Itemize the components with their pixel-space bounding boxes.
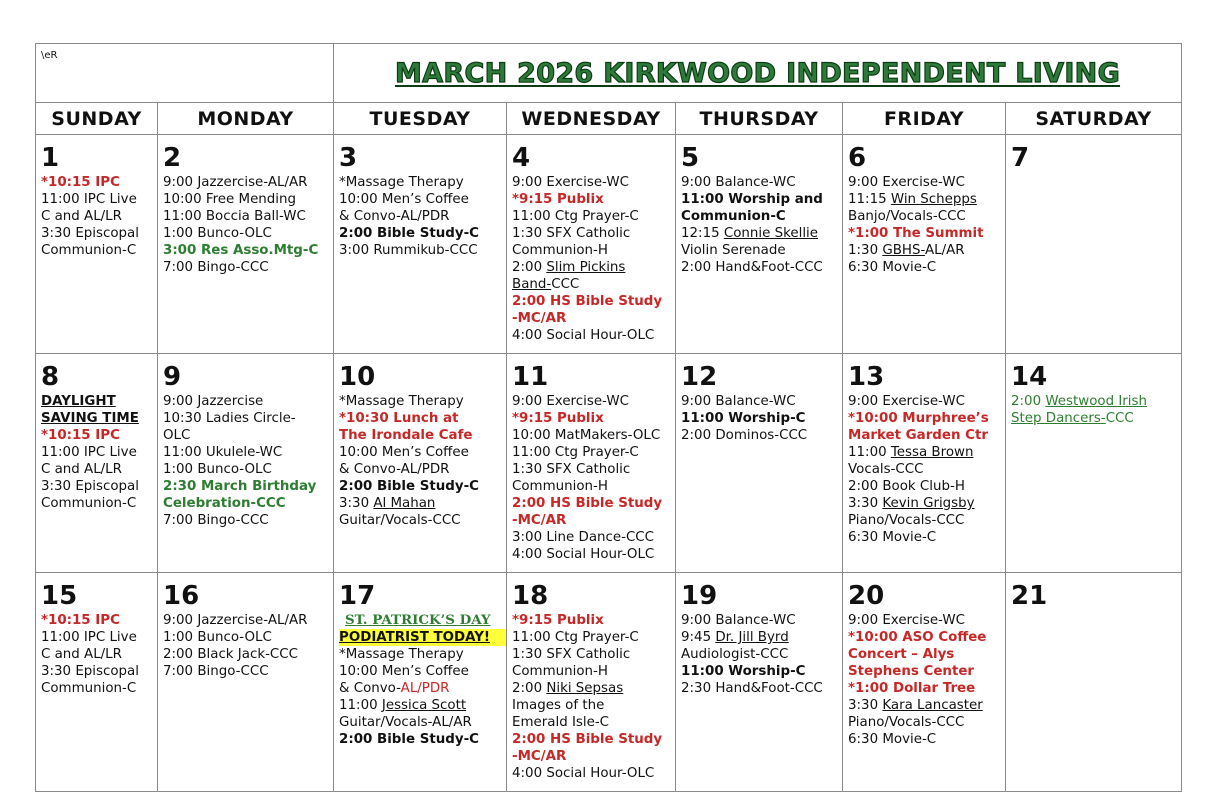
event-line: & Convo-AL/PDR xyxy=(339,209,450,224)
event-line: Piano/Vocals-CCC xyxy=(848,513,965,528)
event-line: Audiologist-CCC xyxy=(681,647,789,662)
event-line: 11:00 Ctg Prayer-C xyxy=(512,209,639,224)
event-line: 4:00 Social Hour-OLC xyxy=(512,547,655,562)
event-performer: Al Mahan xyxy=(373,496,436,511)
event-line: 4:00 Social Hour-OLC xyxy=(512,766,655,781)
day-cell-5 xyxy=(676,135,843,354)
event-time: 11:00 xyxy=(339,698,382,713)
calendar-title: MARCH 2026 KIRKWOOD INDEPENDENT LIVING xyxy=(395,57,1121,89)
event-line: 11:00 Ctg Prayer-C xyxy=(512,630,639,645)
event-line: Concert – Alys xyxy=(848,647,955,662)
event-line: 3:00 Line Dance-CCC xyxy=(512,530,654,545)
event-line xyxy=(848,191,1005,208)
day-number: 5 xyxy=(681,143,700,173)
event-line: 11:00 Boccia Ball-WC xyxy=(163,209,306,224)
event-line: Images of the xyxy=(512,698,605,713)
event-time: 2:00 xyxy=(1011,394,1046,409)
event-time: 3:30 xyxy=(848,496,883,511)
event-line: 3:30 Episcopal xyxy=(41,479,139,494)
event-line: The Irondale Cafe xyxy=(339,428,473,443)
day-number: 17 xyxy=(339,581,376,611)
event-line: *10:15 IPC xyxy=(41,613,120,628)
event-performer: Westwood Irish xyxy=(1045,394,1147,409)
event-line: 3:00 Rummikub-CCC xyxy=(339,243,478,258)
event-line: 7:00 Bingo-CCC xyxy=(163,664,269,679)
day-cell-15 xyxy=(36,573,158,792)
event-line xyxy=(848,697,1005,714)
event-line xyxy=(512,680,675,697)
event-line: 2:00 HS Bible Study xyxy=(512,732,663,747)
event-line: *1:00 Dollar Tree xyxy=(848,681,976,696)
event-line xyxy=(1011,393,1181,410)
day-cell-8 xyxy=(36,354,158,573)
event-line: 2:00 Bible Study-C xyxy=(339,732,479,747)
event-line: 11:00 Ctg Prayer-C xyxy=(512,445,639,460)
day-number: 13 xyxy=(848,362,885,392)
event-line: -MC/AR xyxy=(512,513,567,528)
day-cell-1 xyxy=(36,135,158,354)
event-line: 9:00 Exercise-WC xyxy=(512,394,629,409)
event-line: 2:30 Hand&Foot-CCC xyxy=(681,681,823,696)
event-line xyxy=(339,495,506,512)
day-cell-9 xyxy=(158,354,334,573)
event-line xyxy=(848,242,1005,259)
event-line: 11:00 IPC Live xyxy=(41,192,137,207)
day-number: 21 xyxy=(1011,581,1048,611)
event-line: C and AL/LR xyxy=(41,209,122,224)
event-line: *9:15 Publix xyxy=(512,192,604,207)
event-line: 11:00 Worship and xyxy=(681,192,823,207)
weekday-header-row xyxy=(36,103,1182,135)
event-line: 2:30 March Birthday xyxy=(163,479,317,494)
corner-note xyxy=(36,44,334,103)
event-line: PODIATRIST TODAY! xyxy=(339,629,506,646)
event-line: Stephens Center xyxy=(848,664,975,679)
event-line: Communion-C xyxy=(41,681,137,696)
event-line: 2:00 Bible Study-C xyxy=(339,479,479,494)
day-cell-20 xyxy=(843,573,1006,792)
event-line: 6:30 Movie-C xyxy=(848,732,937,747)
event-performer: Kara Lancaster xyxy=(882,698,983,713)
weekday-header-sunday: SUNDAY xyxy=(36,103,158,135)
event-line: 11:00 IPC Live xyxy=(41,630,137,645)
event-line: 9:00 Exercise-WC xyxy=(848,613,965,628)
event-line: 11:00 IPC Live xyxy=(41,445,137,460)
event-performer: Tessa Brown xyxy=(890,445,974,460)
weekday-header-monday: MONDAY xyxy=(158,103,334,135)
corner-text: \eR xyxy=(41,50,58,61)
event-location: CCC xyxy=(551,277,580,292)
event-performer: GBHS- xyxy=(882,243,926,258)
day-cell-16 xyxy=(158,573,334,792)
event-line: 10:00 Men’s Coffee xyxy=(339,445,469,460)
event-line: 10:30 Ladies Circle- xyxy=(163,411,296,426)
event-line xyxy=(681,629,842,646)
day-number: 3 xyxy=(339,143,358,173)
event-line: Vocals-CCC xyxy=(848,462,924,477)
event-line: 9:00 Exercise-WC xyxy=(848,175,965,190)
event-time: 2:00 xyxy=(512,260,547,275)
day-number: 19 xyxy=(681,581,718,611)
event-line xyxy=(512,276,675,293)
event-line: 9:00 Jazzercise-AL/AR xyxy=(163,175,308,190)
day-cell-6 xyxy=(843,135,1006,354)
event-line xyxy=(339,680,506,697)
event-line: 9:00 Jazzercise-AL/AR xyxy=(163,613,308,628)
event-performer: Niki Sepsas xyxy=(546,681,624,696)
day-cell-13 xyxy=(843,354,1006,573)
event-line: 2:00 Hand&Foot-CCC xyxy=(681,260,823,275)
event-line: 1:30 SFX Catholic xyxy=(512,647,631,662)
day-number: 4 xyxy=(512,143,531,173)
event-line: *1:00 The Summit xyxy=(848,226,984,241)
weekday-header-friday: FRIDAY xyxy=(843,103,1006,135)
event-line: 3:00 Res Asso.Mtg-C xyxy=(163,243,319,258)
day-cell-19 xyxy=(676,573,843,792)
event-line: 1:00 Bunco-OLC xyxy=(163,630,272,645)
day-number: 15 xyxy=(41,581,78,611)
event-line: OLC xyxy=(163,428,191,443)
event-line: Communion-H xyxy=(512,243,608,258)
event-time: 3:30 xyxy=(848,698,883,713)
event-line: *9:15 Publix xyxy=(512,411,604,426)
day-cell-4 xyxy=(507,135,676,354)
weekday-header-saturday: SATURDAY xyxy=(1006,103,1182,135)
event-line: *10:15 IPC xyxy=(41,175,120,190)
event-line: *10:00 Murphree’s xyxy=(848,411,989,426)
day-cell-17 xyxy=(334,573,507,792)
weekday-header-thursday: THURSDAY xyxy=(676,103,843,135)
weekday-header-tuesday: TUESDAY xyxy=(334,103,507,135)
day-number: 18 xyxy=(512,581,549,611)
day-cell-18 xyxy=(507,573,676,792)
event-line xyxy=(681,225,842,242)
event-line: 9:00 Balance-WC xyxy=(681,613,796,628)
event-line: *Massage Therapy xyxy=(339,394,464,409)
event-performer: Band- xyxy=(512,277,552,292)
event-line: 2:00 HS Bible Study xyxy=(512,496,663,511)
day-cell-11 xyxy=(507,354,676,573)
event-line: -MC/AR xyxy=(512,749,567,764)
event-time: & Convo- xyxy=(339,681,401,696)
event-performer: Connie Skellie xyxy=(723,226,819,241)
calendar-week-row xyxy=(36,354,1182,573)
event-time: 2:00 xyxy=(512,681,547,696)
day-number: 20 xyxy=(848,581,885,611)
day-number: 9 xyxy=(163,362,182,392)
event-line: Guitar/Vocals-AL/AR xyxy=(339,715,472,730)
event-line: 1:00 Bunco-OLC xyxy=(163,226,272,241)
event-line: Celebration-CCC xyxy=(163,496,286,511)
event-line: DAYLIGHT xyxy=(41,394,116,409)
day-number: 14 xyxy=(1011,362,1048,392)
event-line: 2:00 Bible Study-C xyxy=(339,226,479,241)
calendar-week-row xyxy=(36,573,1182,792)
event-line: Communion-C xyxy=(41,243,137,258)
day-number: 8 xyxy=(41,362,60,392)
event-line xyxy=(848,444,1005,461)
event-line: *10:30 Lunch at xyxy=(339,411,459,426)
calendar-week-row xyxy=(36,135,1182,354)
event-line: 1:00 Bunco-OLC xyxy=(163,462,272,477)
event-location: CCC xyxy=(1105,411,1134,426)
event-line: SAVING TIME xyxy=(41,411,139,426)
event-line: Banjo/Vocals-CCC xyxy=(848,209,966,224)
event-performer: Jessica Scott xyxy=(381,698,467,713)
event-line: 9:00 Balance-WC xyxy=(681,394,796,409)
event-line: 2:00 Dominos-CCC xyxy=(681,428,808,443)
event-line: 10:00 Men’s Coffee xyxy=(339,664,469,679)
event-line: Market Garden Ctr xyxy=(848,428,988,443)
event-time: 11:15 xyxy=(848,192,891,207)
day-number: 11 xyxy=(512,362,549,392)
event-line: & Convo-AL/PDR xyxy=(339,462,450,477)
day-cell-14 xyxy=(1006,354,1182,573)
event-line: 2:00 Book Club-H xyxy=(848,479,965,494)
event-line: *Massage Therapy xyxy=(339,647,464,662)
event-time: 11:00 xyxy=(848,445,891,460)
day-number: 6 xyxy=(848,143,867,173)
day-cell-12 xyxy=(676,354,843,573)
event-line: Guitar/Vocals-CCC xyxy=(339,513,461,528)
event-line: ST. PATRICK’S DAY xyxy=(345,612,491,628)
event-line: Communion-C xyxy=(681,209,786,224)
weekday-header-wednesday: WEDNESDAY xyxy=(507,103,676,135)
event-line: 1:30 SFX Catholic xyxy=(512,462,631,477)
event-line: 3:30 Episcopal xyxy=(41,226,139,241)
event-performer: Slim Pickins xyxy=(546,260,626,275)
event-location: AL/AR xyxy=(925,243,965,258)
event-time: 1:30 xyxy=(848,243,883,258)
event-line: 9:00 Balance-WC xyxy=(681,175,796,190)
event-line: 7:00 Bingo-CCC xyxy=(163,513,269,528)
event-line xyxy=(339,697,506,714)
event-performer: Win Schepps xyxy=(890,192,977,207)
event-line: 10:00 MatMakers-OLC xyxy=(512,428,661,443)
event-performer: Kevin Grigsby xyxy=(882,496,975,511)
event-line: -MC/AR xyxy=(512,311,567,326)
event-line: *Massage Therapy xyxy=(339,175,464,190)
event-line: 6:30 Movie-C xyxy=(848,530,937,545)
day-cell-7 xyxy=(1006,135,1182,354)
calendar-header-row xyxy=(36,44,1182,103)
event-line xyxy=(512,259,675,276)
event-line: Violin Serenade xyxy=(681,243,786,258)
event-line: Communion-C xyxy=(41,496,137,511)
event-performer: Dr. Jill Byrd xyxy=(715,630,789,645)
event-line: C and AL/LR xyxy=(41,462,122,477)
event-time: 9:45 xyxy=(681,630,716,645)
calendar-title-cell xyxy=(334,44,1182,103)
event-line: 11:00 Ukulele-WC xyxy=(163,445,283,460)
event-line: 2:00 HS Bible Study xyxy=(512,294,663,309)
event-line: 3:30 Episcopal xyxy=(41,664,139,679)
day-number: 10 xyxy=(339,362,376,392)
day-cell-3 xyxy=(334,135,507,354)
event-line: 11:00 Worship-C xyxy=(681,411,806,426)
event-line: 10:00 Free Mending xyxy=(163,192,297,207)
day-number: 16 xyxy=(163,581,200,611)
event-line: 9:00 Jazzercise xyxy=(163,394,264,409)
event-performer: Step Dancers- xyxy=(1011,411,1106,426)
day-cell-2 xyxy=(158,135,334,354)
event-line: *10:00 ASO Coffee xyxy=(848,630,987,645)
event-line: 2:00 Black Jack-CCC xyxy=(163,647,298,662)
calendar-weeks xyxy=(36,135,1182,792)
event-line: *9:15 Publix xyxy=(512,613,604,628)
event-line: Emerald Isle-C xyxy=(512,715,610,730)
event-line: 7:00 Bingo-CCC xyxy=(163,260,269,275)
day-number: 12 xyxy=(681,362,718,392)
event-line: 6:30 Movie-C xyxy=(848,260,937,275)
event-line xyxy=(848,495,1005,512)
event-time: 12:15 xyxy=(681,226,724,241)
event-line: 10:00 Men’s Coffee xyxy=(339,192,469,207)
event-line: Communion-H xyxy=(512,664,608,679)
event-location: AL/PDR xyxy=(400,681,450,696)
day-number: 2 xyxy=(163,143,182,173)
event-line: *10:15 IPC xyxy=(41,428,120,443)
event-line: 9:00 Exercise-WC xyxy=(512,175,629,190)
event-line: Piano/Vocals-CCC xyxy=(848,715,965,730)
calendar-table xyxy=(35,43,1182,792)
event-line: 9:00 Exercise-WC xyxy=(848,394,965,409)
event-line: 4:00 Social Hour-OLC xyxy=(512,328,655,343)
event-line: C and AL/LR xyxy=(41,647,122,662)
event-time: 3:30 xyxy=(339,496,374,511)
event-line: 1:30 SFX Catholic xyxy=(512,226,631,241)
calendar-page xyxy=(35,43,1181,792)
event-line: Communion-H xyxy=(512,479,608,494)
event-line: 11:00 Worship-C xyxy=(681,664,806,679)
day-number: 7 xyxy=(1011,143,1030,173)
day-cell-10 xyxy=(334,354,507,573)
day-cell-21 xyxy=(1006,573,1182,792)
day-number: 1 xyxy=(41,143,60,173)
event-line xyxy=(1011,410,1181,427)
